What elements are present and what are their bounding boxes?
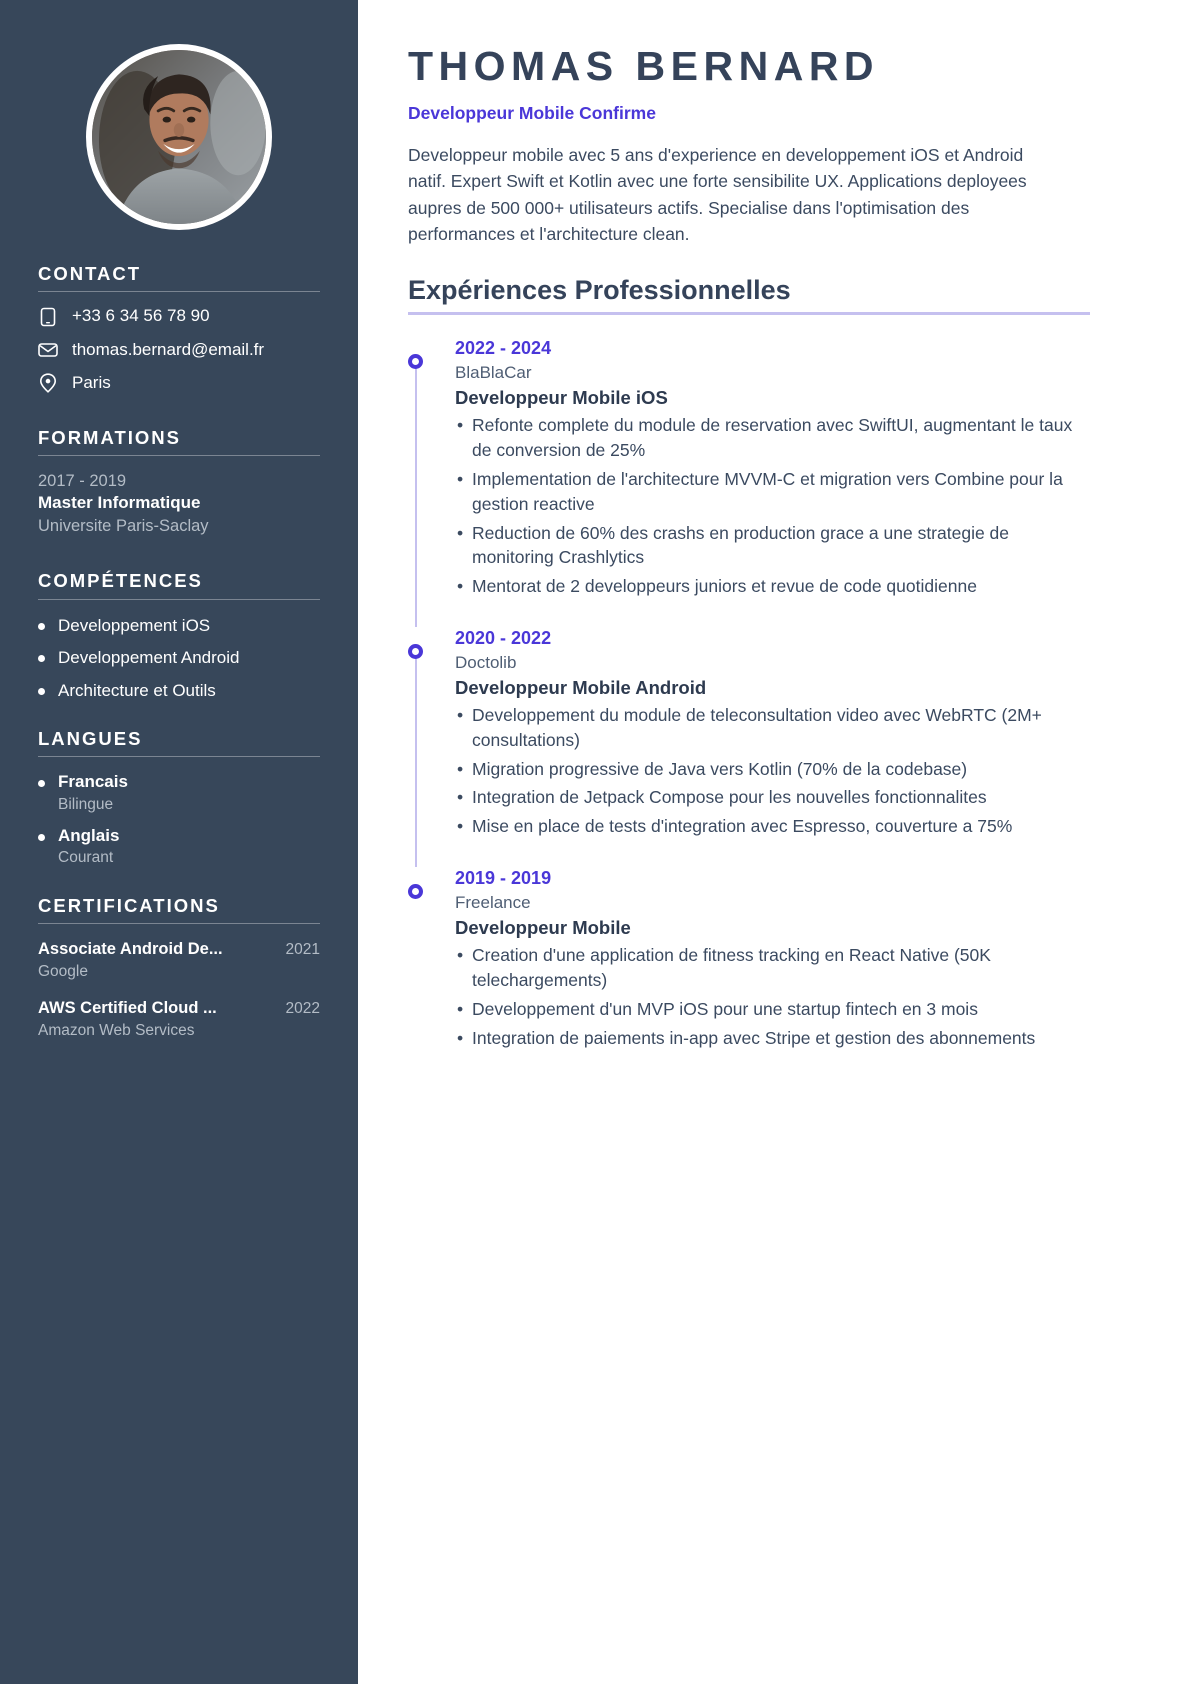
experience-bullets [455, 943, 1090, 1050]
experience-item [455, 337, 1090, 599]
formation-degree: Master Informatique [38, 493, 201, 513]
experience-bullet: • Mentorat de 2 developpeurs juniors et revue de code quotidienne [455, 574, 1090, 599]
certification-item [38, 938, 320, 983]
langue-name: Anglais [58, 825, 120, 845]
timeline-line [415, 657, 417, 867]
profile-summary: Developpeur mobile avec 5 ans d'experience en developpement iOS et Android natif. Expert Swift et Kotlin avec une forte sensibilite UX. Applications deployees aupres de 500 000+ utilisateurs actifs. Specialise dans l'optimisation des performances et l'architecture clean. [408, 144, 1027, 245]
certification-year: 2021 [285, 940, 320, 958]
sidebar [0, 0, 358, 1684]
professional-headline: Developpeur Mobile Confirme [408, 103, 656, 124]
langues-section [38, 729, 320, 869]
location-icon [38, 373, 58, 393]
timeline-line [415, 367, 417, 627]
bullet-dot-icon [38, 623, 45, 630]
certification-issuer: Amazon Web Services [38, 1022, 195, 1040]
experience-company: Freelance [455, 892, 531, 912]
experience-timeline [408, 337, 1090, 1050]
experience-bullets [455, 413, 1090, 599]
experience-section-divider [408, 312, 1090, 315]
timeline-marker-icon [408, 644, 423, 659]
experience-bullet: • Migration progressive de Java vers Kotlin (70% de la codebase) [455, 757, 1090, 782]
certification-year: 2022 [285, 1000, 320, 1018]
contact-email-row[interactable] [38, 340, 320, 360]
experience-bullet: • Implementation de l'architecture MVVM-C et migration vers Combine pour la gestion reactive [455, 467, 1090, 517]
langue-name: Francais [58, 772, 128, 792]
langue-level: Courant [58, 849, 114, 867]
experience-dates: 2019 - 2019 [455, 868, 552, 889]
competences-section [38, 571, 320, 703]
langue-item [38, 771, 320, 816]
experience-bullet: • Reduction de 60% des crashs en production grace a une strategie de monitoring Crashlytics [455, 521, 1090, 571]
experience-bullet: • Mise en place de tests d'integration avec Espresso, couverture a 75% [455, 814, 1090, 839]
experience-bullet: • Developpement du module de teleconsultation video avec WebRTC (2M+ consultations) [455, 703, 1090, 753]
certifications-title: CERTIFICATIONS [38, 894, 220, 916]
contact-email-value: thomas.bernard@email.fr [72, 339, 265, 359]
competence-item [38, 646, 320, 670]
phone-icon [38, 307, 58, 327]
experience-bullet: • Integration de Jetpack Compose pour les nouvelles fonctionnalites [455, 785, 1090, 810]
experience-bullets [455, 703, 1090, 839]
competence-label: Developpement iOS [58, 615, 211, 635]
certification-issuer: Google [38, 962, 88, 980]
experience-item [455, 627, 1090, 839]
langues-title: LANGUES [38, 728, 143, 750]
experience-bullet: • Integration de paiements in-app avec Stripe et gestion des abonnements [455, 1026, 1090, 1051]
competences-title: COMPÉTENCES [38, 570, 203, 592]
formation-item [38, 470, 320, 537]
competence-item [38, 614, 320, 638]
experience-bullet: • Creation d'une application de fitness tracking en React Native (50K telechargements) [455, 943, 1090, 993]
experience-bullet: • Refonte complete du module de reservation avec SwiftUI, augmentant le taux de conversion de 25% [455, 413, 1090, 463]
langue-item [38, 825, 320, 870]
profile-photo-icon [92, 50, 266, 224]
certification-name: AWS Certified Cloud ... [38, 999, 217, 1018]
bullet-dot-icon [38, 688, 45, 695]
timeline-marker-icon [408, 354, 423, 369]
contact-phone-row[interactable] [38, 306, 320, 326]
experience-role: Developpeur Mobile Android [455, 677, 707, 699]
competences-divider [38, 599, 320, 600]
experience-role: Developpeur Mobile [455, 917, 631, 939]
main-content [358, 0, 1190, 1684]
certifications-divider [38, 923, 320, 924]
formations-title: FORMATIONS [38, 426, 181, 448]
experience-company: BlaBlaCar [455, 362, 532, 382]
competence-label: Developpement Android [58, 648, 240, 668]
formations-section [38, 428, 320, 538]
contact-section [38, 264, 320, 394]
certification-item [38, 997, 320, 1042]
page-title: THOMAS BERNARD [408, 43, 880, 89]
avatar [86, 44, 272, 230]
experience-dates: 2020 - 2022 [455, 628, 552, 649]
experience-item [455, 867, 1090, 1050]
bullet-dot-icon [38, 834, 45, 841]
certifications-section [38, 896, 320, 1043]
contact-title: CONTACT [38, 263, 142, 284]
contact-phone-value: +33 6 34 56 78 90 [72, 306, 210, 326]
contact-divider [38, 291, 320, 292]
competence-item [38, 679, 320, 703]
email-icon [38, 340, 58, 360]
competence-label: Architecture et Outils [58, 681, 216, 701]
experience-company: Doctolib [455, 652, 517, 672]
langue-level: Bilingue [58, 795, 114, 813]
contact-location-value: Paris [72, 373, 111, 393]
langues-divider [38, 756, 320, 757]
bullet-dot-icon [38, 655, 45, 662]
formations-divider [38, 455, 320, 456]
formation-school: Universite Paris-Saclay [38, 517, 209, 536]
bullet-dot-icon [38, 780, 45, 787]
experience-dates: 2022 - 2024 [455, 338, 552, 359]
formation-dates: 2017 - 2019 [38, 471, 127, 490]
experience-section-title: Expériences Professionnelles [408, 274, 791, 305]
certification-name: Associate Android De... [38, 939, 223, 958]
contact-location-row[interactable] [38, 373, 320, 393]
avatar-container [38, 44, 320, 230]
experience-bullet: • Developpement d'un MVP iOS pour une startup fintech en 3 mois [455, 997, 1090, 1022]
experience-role: Developpeur Mobile iOS [455, 387, 668, 409]
timeline-marker-icon [408, 884, 423, 899]
